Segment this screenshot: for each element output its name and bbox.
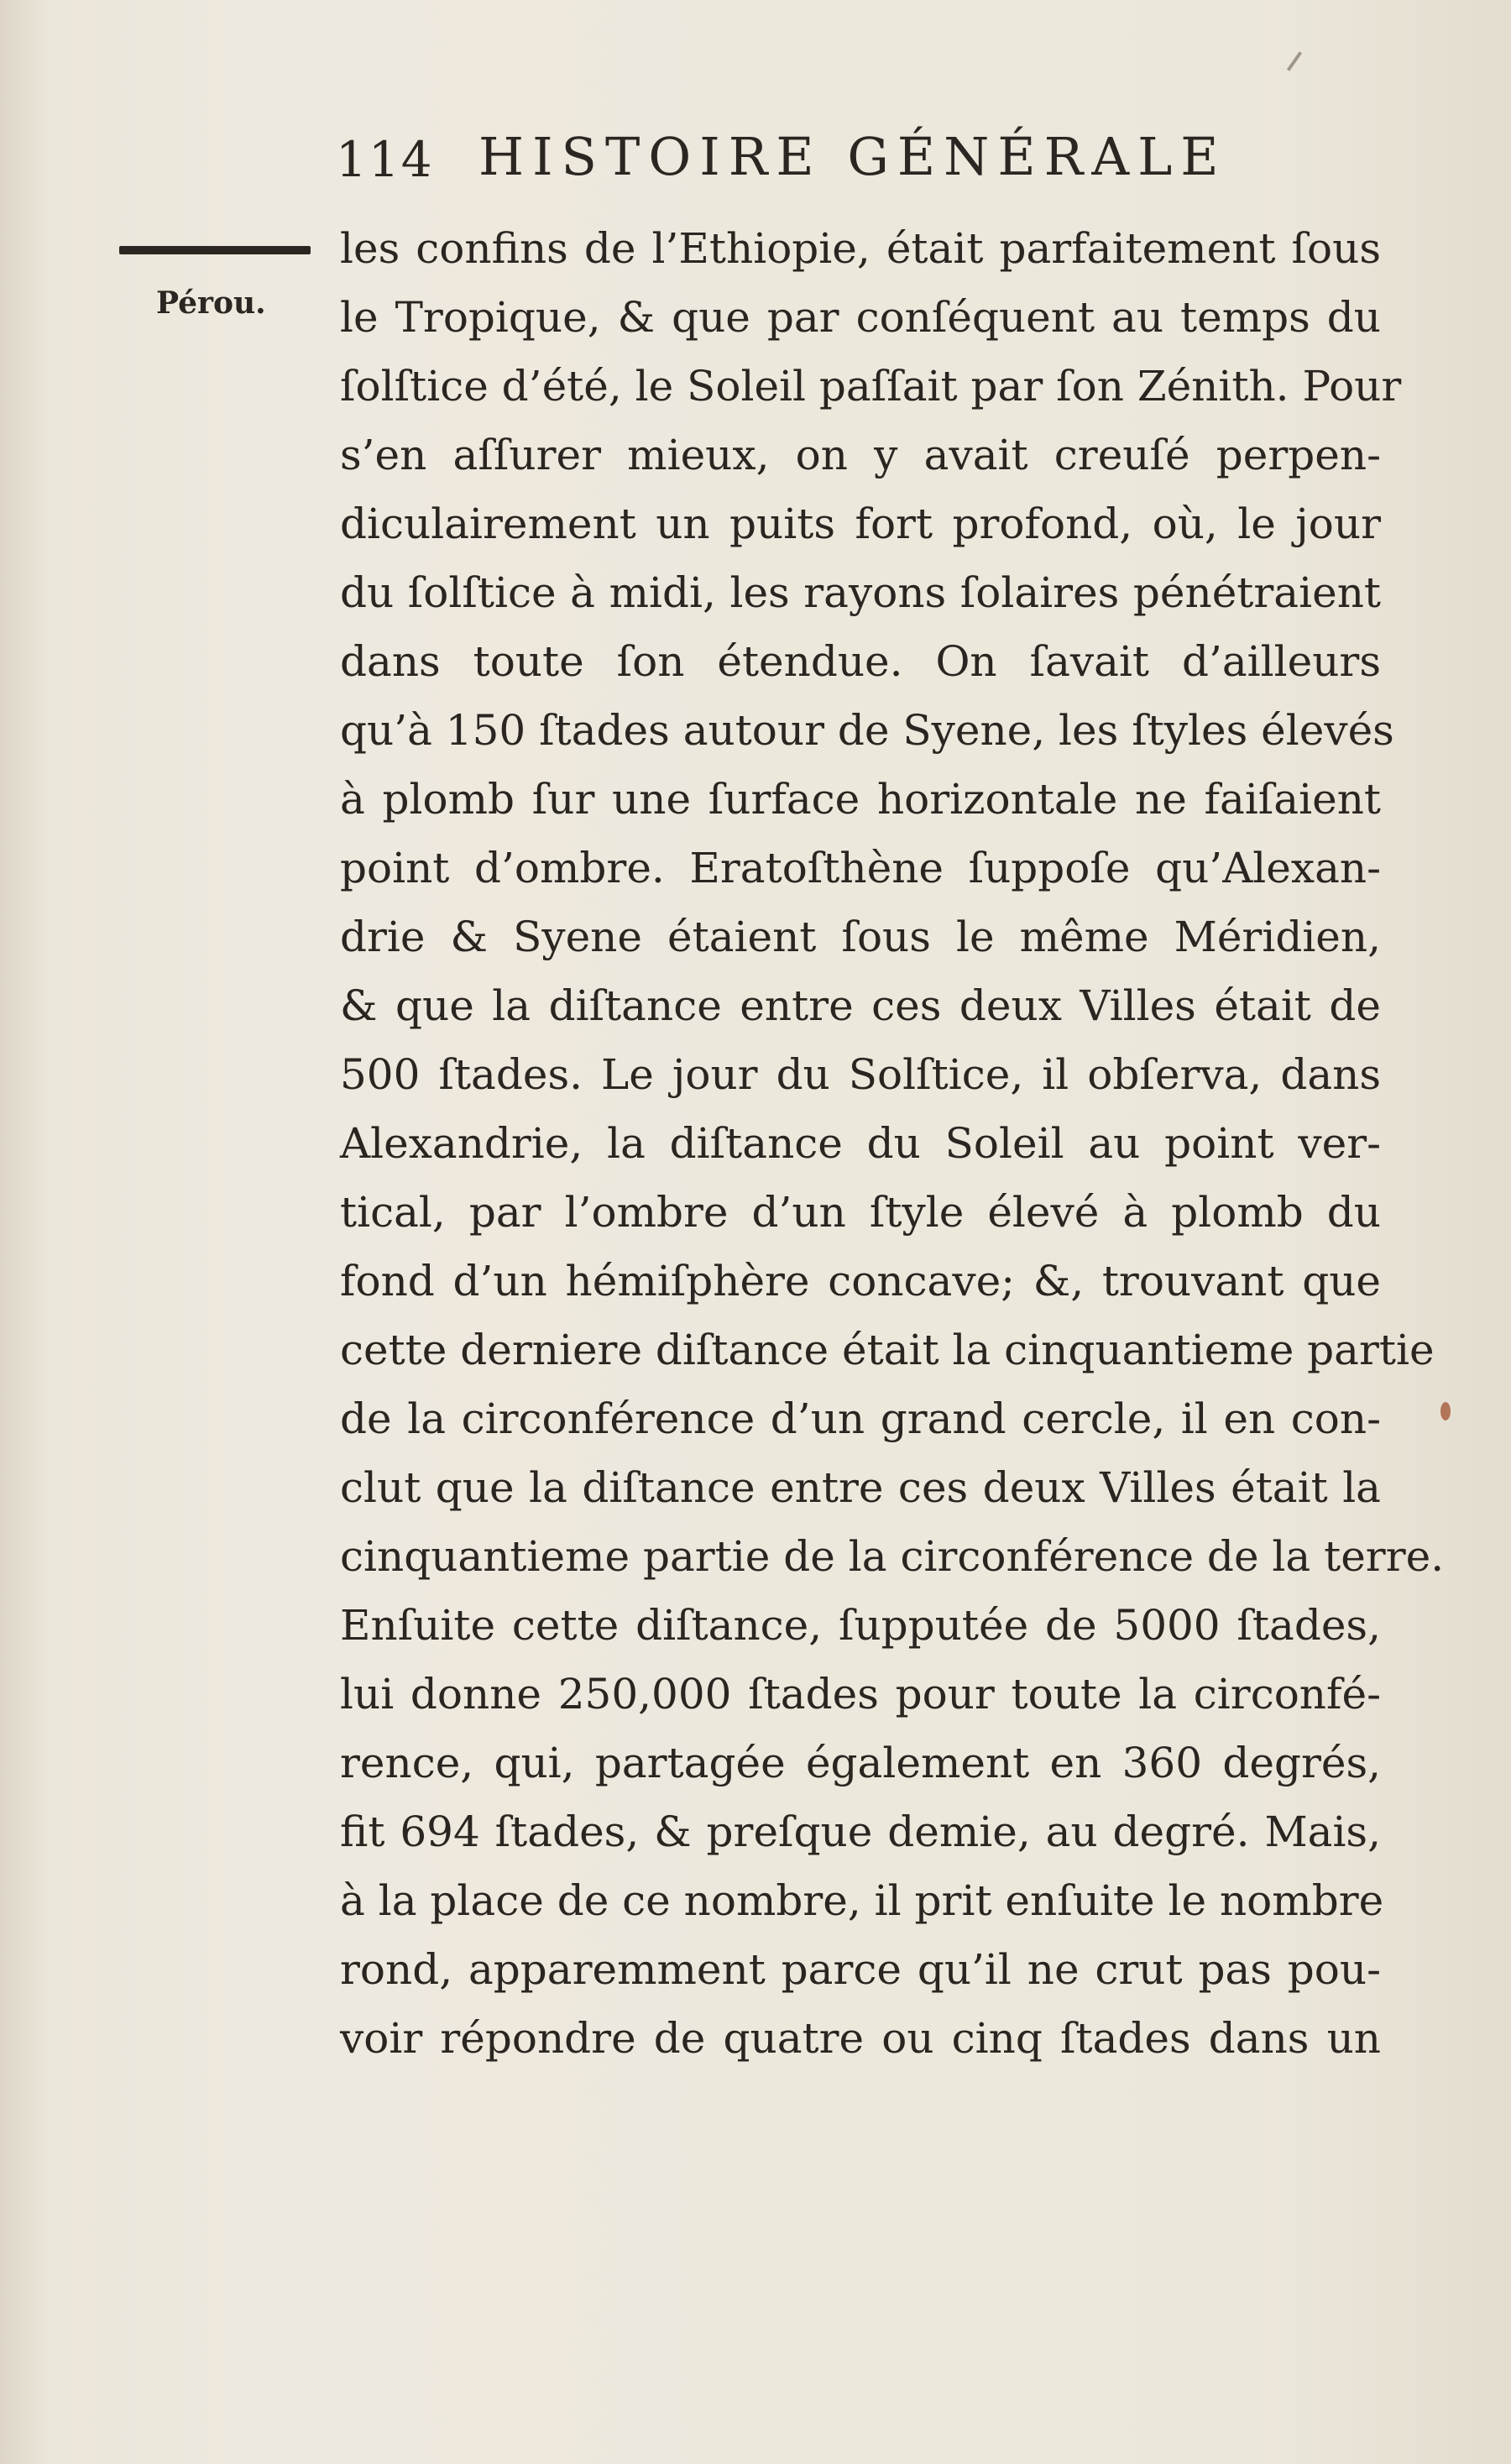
text-line: rond, apparemment parce qu’il ne crut pas pou- [340, 1945, 1381, 1994]
text-line: Alexandrie, la diſtance du Soleil au point ver- [340, 1119, 1381, 1168]
pencil-mark [1287, 51, 1302, 71]
text-line: fit 694 ſtades, & preſque demie, au degré. Mais, [340, 1807, 1381, 1856]
text-line: cette derniere diſtance était la cinquantieme partie [340, 1326, 1435, 1374]
text-line: point d’ombre. Eratoſthène ſuppoſe qu’Alexan- [340, 844, 1381, 892]
running-title: HISTOIRE GÉNÉRALE [478, 126, 1227, 187]
text-line: de la circonférence d’un grand cercle, il en con- [340, 1394, 1381, 1443]
margin-note: Pérou. [156, 285, 266, 321]
text-line: fond d’un hémiſphère concave; &, trouvant que [340, 1257, 1381, 1305]
page-number: 114 [336, 131, 434, 188]
running-head [336, 126, 1259, 201]
ink-stain [1440, 1402, 1451, 1420]
text-line: à plomb ſur une ſurface horizontale ne faiſaient [340, 775, 1381, 824]
text-line: à la place de ce nombre, il prit enſuite le nombre [340, 1876, 1384, 1925]
text-line: du ſolſtice à midi, les rayons ſolaires pénétraient [340, 568, 1381, 617]
text-line: drie & Syene étaient ſous le même Méridien, [340, 913, 1381, 961]
text-line: diculairement un puits fort profond, où, le jour [340, 500, 1381, 548]
text-line: le Tropique, & que par conſéquent au temps du [340, 293, 1381, 342]
text-line: & que la diſtance entre ces deux Villes était de [340, 981, 1381, 1030]
text-line: 500 ſtades. Le jour du Solſtice, il obſerva, dans [340, 1050, 1381, 1099]
margin-rule [119, 246, 311, 254]
text-line: Enſuite cette diſtance, ſupputée de 5000 ſtades, [340, 1601, 1381, 1650]
text-line: lui donne 250,000 ſtades pour toute la circonfé- [340, 1670, 1381, 1719]
text-line: dans toute ſon étendue. On ſavait d’ailleurs [340, 637, 1381, 686]
text-line: rence, qui, partagée également en 360 degrés, [340, 1739, 1381, 1787]
text-line: clut que la diſtance entre ces deux Villes était la [340, 1463, 1381, 1512]
text-line: les confins de l’Ethiopie, était parfaitement ſous [340, 224, 1381, 273]
text-line: cinquantieme partie de la circonférence de la terre. [340, 1532, 1445, 1581]
body-text [340, 214, 1445, 2073]
text-line: qu’à 150 ſtades autour de Syene, les ſtyles élevés [340, 706, 1394, 755]
text-line: s’en aſſurer mieux, on y avait creuſé perpen- [340, 431, 1381, 479]
text-line: voir répondre de quatre ou cinq ſtades dans un [340, 2014, 1381, 2063]
text-line: tical, par l’ombre d’un ſtyle élevé à plomb du [340, 1188, 1381, 1237]
text-line: ſolſtice d’été, le Soleil paſſait par ſon Zénith. Pour [340, 362, 1402, 411]
